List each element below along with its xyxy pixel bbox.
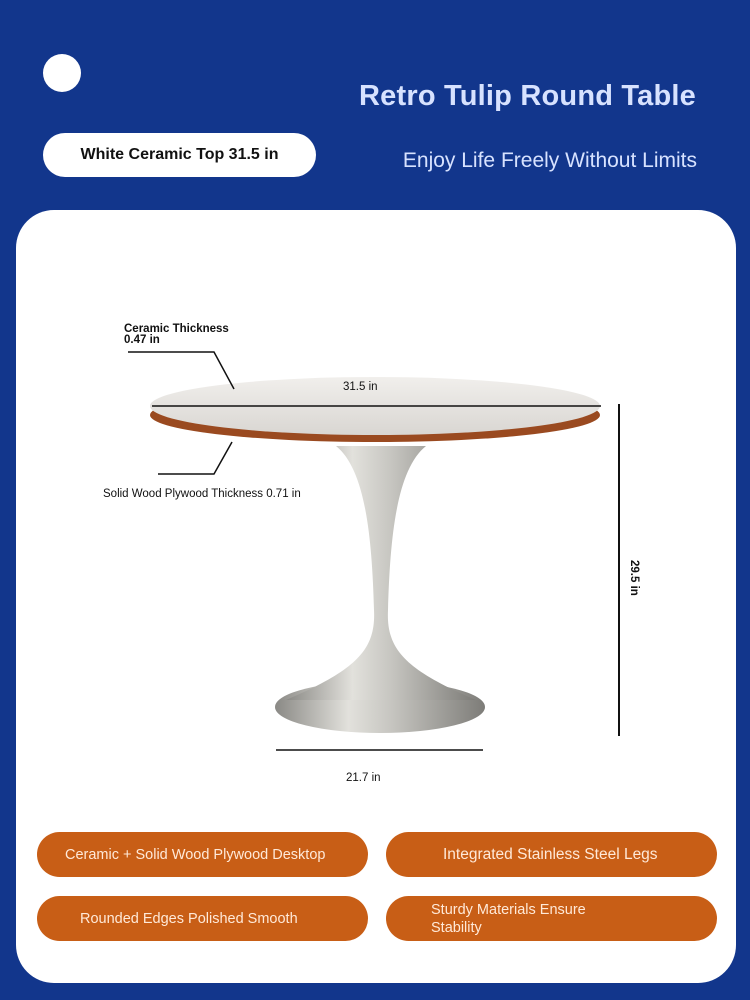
ceramic-thickness-label: Ceramic Thickness (124, 323, 229, 335)
decorative-dot (43, 54, 81, 92)
page-subtitle: Enjoy Life Freely Without Limits (402, 149, 697, 172)
top-spec-label: White Ceramic Top 31.5 in (80, 146, 279, 163)
ceramic-leader (128, 352, 234, 389)
plywood-leader (158, 442, 232, 474)
height-label: 29.5 in (628, 560, 640, 596)
table-stem (286, 446, 476, 700)
feature-edges (37, 896, 368, 941)
base-width-label: 21.7 in (346, 772, 381, 784)
plywood-thickness-label: Solid Wood Plywood Thickness 0.71 in (103, 488, 301, 500)
top-diameter-label: 31.5 in (343, 381, 378, 393)
page-title: Retro Tulip Round Table (359, 80, 696, 112)
ceramic-thickness-value: 0.47 in (124, 334, 160, 346)
feature-legs-label: Integrated Stainless Steel Legs (443, 845, 658, 863)
feature-edges-label: Rounded Edges Polished Smooth (80, 910, 298, 927)
feature-desktop-label: Ceramic + Solid Wood Plywood Desktop (65, 846, 326, 863)
feature-legs (386, 832, 717, 877)
top-spec-pill (43, 133, 316, 177)
feature-stability (386, 896, 717, 941)
feature-desktop (37, 832, 368, 877)
feature-stability-label: Sturdy Materials Ensure Stability (431, 901, 586, 936)
